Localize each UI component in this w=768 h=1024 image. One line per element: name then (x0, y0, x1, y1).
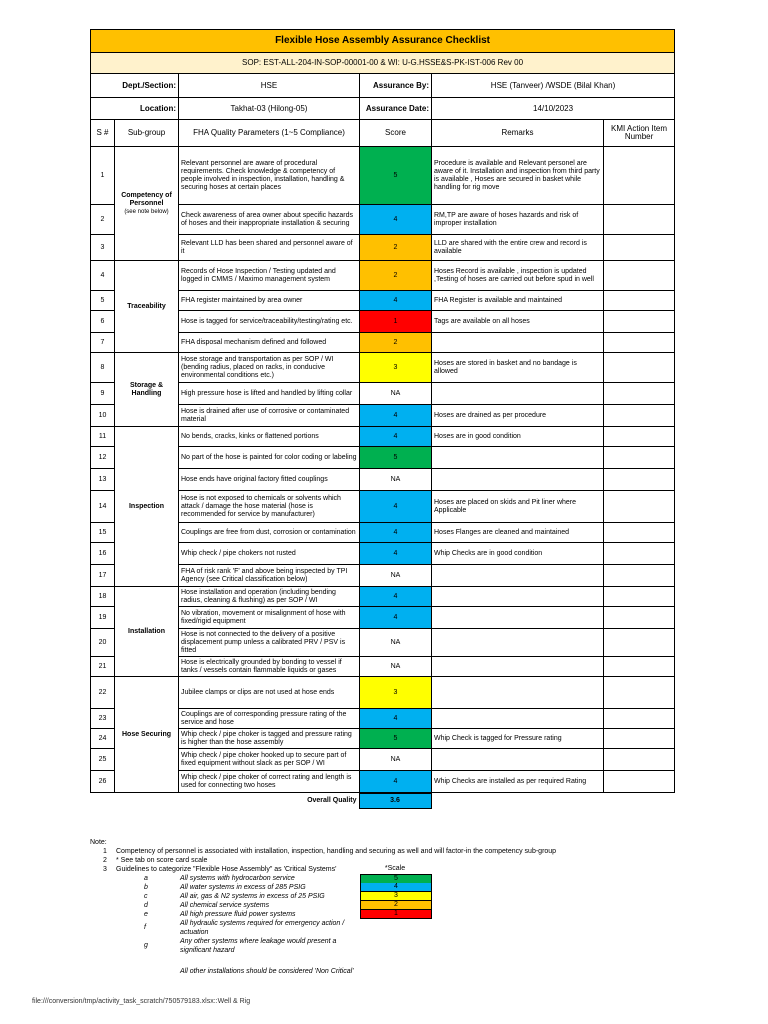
score-cell: 4 (360, 587, 432, 607)
checklist-table (90, 29, 675, 793)
checklist-row (91, 235, 675, 261)
kmi-action-cell (604, 405, 675, 427)
row-number: 14 (91, 491, 115, 523)
checklist-row (91, 491, 675, 523)
checklist-row (91, 261, 675, 291)
remarks-cell: LLD are shared with the entire crew and record is available (432, 235, 604, 261)
subgroup-inspection (115, 427, 179, 587)
col-score: Score (360, 120, 432, 147)
subgroup-installation (115, 587, 179, 677)
remarks-cell: RM,TP are aware of hoses hazards and risk of improper installation (432, 205, 604, 235)
guideline-item (90, 874, 690, 883)
kmi-action-cell (604, 311, 675, 333)
note-number: 2 (103, 857, 107, 864)
subgroup-label: Traceability (127, 302, 166, 310)
guideline-text: All hydraulic systems required for emergency action / actuation (180, 920, 345, 936)
subgroup-traceability (115, 261, 179, 353)
row-number: 4 (91, 261, 115, 291)
quality-parameter: Hose storage and transportation as per SOP / WI (bending radius, placed on racks, in conducive environmental conditions etc.) (179, 353, 360, 383)
score-cell: NA (360, 657, 432, 677)
kmi-action-cell (604, 291, 675, 311)
guideline-letter: d (144, 902, 148, 909)
assurance-by-label: Assurance By: (360, 74, 432, 98)
remarks-cell (432, 565, 604, 587)
guideline-item (90, 937, 690, 955)
guideline-letter: f (144, 924, 146, 931)
quality-parameter: Whip check / pipe choker is tagged and pressure rating is higher than the hose assembly (179, 729, 360, 749)
quality-parameter: Hose installation and operation (including bending radius, cleaning & flushing) as per SOP / WI (179, 587, 360, 607)
score-cell: 4 (360, 709, 432, 729)
checklist-row (91, 677, 675, 709)
checklist-row (91, 657, 675, 677)
subgroup-label: Installation (128, 627, 165, 635)
checklist-row (91, 749, 675, 771)
remarks-cell (432, 333, 604, 353)
final-note: All other installations should be considered 'Non Critical' (180, 968, 354, 975)
checklist-row (91, 543, 675, 565)
assurance-by-value: HSE (Tanveer) /WSDE (Bilal Khan) (432, 74, 675, 98)
row-number: 6 (91, 311, 115, 333)
checklist-row (91, 353, 675, 383)
location-label: Location: (91, 98, 179, 120)
row-number: 23 (91, 709, 115, 729)
subgroup-label: Inspection (128, 502, 164, 510)
guideline-letter: b (144, 884, 148, 891)
overall-quality-table (90, 793, 674, 809)
subgroup-label: Competency of Personnel (121, 191, 172, 207)
guideline-letter: a (144, 875, 148, 882)
kmi-action-cell (604, 565, 675, 587)
kmi-action-cell (604, 147, 675, 205)
sheet-title: Flexible Hose Assembly Assurance Checklist (91, 30, 675, 53)
checklist-row (91, 709, 675, 729)
kmi-action-cell (604, 205, 675, 235)
remarks-cell (432, 469, 604, 491)
score-cell: 4 (360, 523, 432, 543)
score-cell: NA (360, 565, 432, 587)
score-cell: 5 (360, 729, 432, 749)
guideline-text: All air, gas & N2 systems in excess of 25 PSIG (180, 893, 325, 900)
row-number: 26 (91, 771, 115, 793)
quality-parameter: FHA disposal mechanism defined and followed (179, 333, 360, 353)
row-number: 8 (91, 353, 115, 383)
quality-parameter: Hose is drained after use of corrosive or contaminated material (179, 405, 360, 427)
checklist-row (91, 587, 675, 607)
remarks-cell: Tags are available on all hoses (432, 311, 604, 333)
notes-section (90, 838, 690, 976)
row-number: 21 (91, 657, 115, 677)
score-cell: 5 (360, 147, 432, 205)
checklist-row (91, 729, 675, 749)
score-cell: 3 (360, 677, 432, 709)
remarks-cell: Whip Checks are in good condition (432, 543, 604, 565)
remarks-cell (432, 629, 604, 657)
quality-parameter: Hose is electrically grounded by bonding to vessel if tanks / vessels contain flammable liquids or gases (179, 657, 360, 677)
quality-parameter: Whip check / pipe chokers not rusted (179, 543, 360, 565)
guideline-letter: e (144, 911, 148, 918)
column-header-row (91, 120, 675, 147)
quality-parameter: No vibration, movement or misalignment of hose with fixed/rigid equipment (179, 607, 360, 629)
subgroup-storage (115, 353, 179, 427)
subgroup-competency (115, 147, 179, 261)
guideline-text: All high pressure fluid power systems (180, 911, 296, 918)
checklist-row (91, 447, 675, 469)
score-cell: 2 (360, 261, 432, 291)
kmi-action-cell (604, 607, 675, 629)
score-cell: 4 (360, 291, 432, 311)
quality-parameter: Jubilee clamps or clips are not used at hose ends (179, 677, 360, 709)
kmi-action-cell (604, 677, 675, 709)
kmi-action-cell (604, 587, 675, 607)
quality-parameter: Whip check / pipe choker hooked up to secure part of fixed equipment without slack as per SOP / WI (179, 749, 360, 771)
kmi-action-cell (604, 353, 675, 383)
checklist-row (91, 523, 675, 543)
quality-parameter: FHA of risk rank 'F' and above being inspected by TPI Agency (see Critical classification below) (179, 565, 360, 587)
quality-parameter: Couplings are of corresponding pressure rating of the service and hose (179, 709, 360, 729)
quality-parameter: No part of the hose is painted for color coding or labeling (179, 447, 360, 469)
kmi-action-cell (604, 523, 675, 543)
note-text: * See tab on score card scale (116, 857, 208, 864)
guideline-item (90, 883, 690, 892)
remarks-cell: Whip Checks are installed as per required Rating (432, 771, 604, 793)
quality-parameter: Hose is not connected to the delivery of a positive displacement pump unless a calibrated PRV / PSV is fitted (179, 629, 360, 657)
kmi-action-cell (604, 729, 675, 749)
remarks-cell (432, 677, 604, 709)
assurance-date-label: Assurance Date: (360, 98, 432, 120)
guideline-item (90, 892, 690, 901)
kmi-action-cell (604, 491, 675, 523)
remarks-cell (432, 709, 604, 729)
score-cell: 3 (360, 353, 432, 383)
scale-swatch: 2 (360, 901, 432, 910)
quality-parameter: Hose ends have original factory fitted couplings (179, 469, 360, 491)
remarks-cell: Hoses Flanges are cleaned and maintained (432, 523, 604, 543)
row-number: 3 (91, 235, 115, 261)
checklist-row (91, 147, 675, 205)
quality-parameter: Relevant LLD has been shared and personnel aware of it (179, 235, 360, 261)
row-number: 9 (91, 383, 115, 405)
scale-swatch: 1 (360, 910, 432, 919)
col-remarks: Remarks (432, 120, 604, 147)
guideline-text: All systems with hydrocarbon service (180, 875, 295, 882)
checklist-row (91, 469, 675, 491)
row-number: 19 (91, 607, 115, 629)
score-cell: NA (360, 749, 432, 771)
note-number: 3 (103, 866, 107, 873)
quality-parameter: High pressure hose is lifted and handled by lifting collar (179, 383, 360, 405)
kmi-action-cell (604, 447, 675, 469)
guideline-text: All chemical service systems (180, 902, 270, 909)
guideline-text: Any other systems where leakage would present a significant hazard (180, 938, 337, 954)
checklist-row (91, 771, 675, 793)
checklist-row (91, 205, 675, 235)
score-cell: 4 (360, 205, 432, 235)
remarks-cell (432, 749, 604, 771)
subgroup-note: (see note below) (124, 208, 169, 215)
remarks-cell (432, 657, 604, 677)
score-cell: 4 (360, 427, 432, 447)
dept-value: HSE (179, 74, 360, 98)
score-cell: NA (360, 469, 432, 491)
remarks-cell: FHA Register is available and maintained (432, 291, 604, 311)
subgroup-securing (115, 677, 179, 793)
quality-parameter: Relevant personnel are aware of procedural requirements. Check knowledge & competency of people involved in inspection, installation, handling & securing hoses at certain places (179, 147, 360, 205)
checklist-row (91, 427, 675, 447)
remarks-cell (432, 447, 604, 469)
quality-parameter: No bends, cracks, kinks or flattened portions (179, 427, 360, 447)
assurance-date-value: 14/10/2023 (432, 98, 675, 120)
kmi-action-cell (604, 629, 675, 657)
overall-quality-value: 3.6 (359, 794, 431, 809)
kmi-action-cell (604, 333, 675, 353)
guideline-text: All water systems in excess of 285 PSIG (180, 884, 306, 891)
remarks-cell: Hoses are stored in basket and no bandage is allowed (432, 353, 604, 383)
score-cell: 4 (360, 405, 432, 427)
note-text: Competency of personnel is associated with installation, inspection, handling and securing as well and will factor-in the competency sub-group (116, 848, 557, 855)
score-cell: NA (360, 383, 432, 405)
checklist-row (91, 291, 675, 311)
subgroup-label: Storage & Handling (129, 381, 164, 397)
score-cell: 5 (360, 447, 432, 469)
guideline-item (90, 910, 690, 919)
col-parameters: FHA Quality Parameters (1~5 Compliance) (179, 120, 360, 147)
row-number: 18 (91, 587, 115, 607)
quality-parameter: Hose is tagged for service/traceability/testing/rating etc. (179, 311, 360, 333)
score-cell: NA (360, 629, 432, 657)
location-value: Takhat-03 (Hilong-05) (179, 98, 360, 120)
kmi-action-cell (604, 469, 675, 491)
col-subgroup: Sub-group (115, 120, 179, 147)
kmi-action-cell (604, 543, 675, 565)
row-number: 13 (91, 469, 115, 491)
checklist-row (91, 607, 675, 629)
quality-parameter: Couplings are free from dust, corrosion or contamination (179, 523, 360, 543)
remarks-cell: Hoses Record is available , inspection is updated ,Testing of hoses are carried out before spud in well (432, 261, 604, 291)
row-number: 20 (91, 629, 115, 657)
guideline-letter: g (144, 942, 148, 949)
scale-swatch: 4 (360, 883, 432, 892)
quality-parameter: Hose is not exposed to chemicals or solvents which attack / damage the hose material (hose is recommended for service by manufacturer) (179, 491, 360, 523)
subgroup-label: Hose Securing (121, 730, 171, 738)
row-number: 24 (91, 729, 115, 749)
kmi-action-cell (604, 383, 675, 405)
remarks-cell: Hoses are drained as per procedure (432, 405, 604, 427)
kmi-action-cell (604, 749, 675, 771)
score-cell: 4 (360, 607, 432, 629)
row-number: 25 (91, 749, 115, 771)
note-label: Note: (90, 839, 107, 846)
score-cell: 2 (360, 235, 432, 261)
dept-label: Dept./Section: (91, 74, 179, 98)
row-number: 15 (91, 523, 115, 543)
row-number: 10 (91, 405, 115, 427)
file-path-footer: file:///conversion/tmp/activity_task_scratch/750579183.xlsx::Well & Rig (32, 998, 251, 1005)
kmi-action-cell (604, 261, 675, 291)
row-number: 1 (91, 147, 115, 205)
remarks-cell (432, 607, 604, 629)
guideline-item (90, 919, 690, 937)
row-number: 16 (91, 543, 115, 565)
kmi-action-cell (604, 427, 675, 447)
scale-swatch: 3 (360, 892, 432, 901)
overall-quality-label: Overall Quality (307, 797, 357, 804)
guideline-letter: c (144, 893, 148, 900)
kmi-action-cell (604, 235, 675, 261)
quality-parameter: Records of Hose Inspection / Testing updated and logged in CMMS / Maximo management system (179, 261, 360, 291)
checklist-row (91, 383, 675, 405)
row-number: 12 (91, 447, 115, 469)
score-cell: 1 (360, 311, 432, 333)
quality-parameter: Whip check / pipe choker of correct rating and length is used for connecting two hoses (179, 771, 360, 793)
checklist-sheet (90, 29, 674, 809)
remarks-cell: Whip Check is tagged for Pressure rating (432, 729, 604, 749)
score-cell: 4 (360, 491, 432, 523)
kmi-action-cell (604, 709, 675, 729)
score-cell: 4 (360, 543, 432, 565)
remarks-cell (432, 587, 604, 607)
checklist-row (91, 629, 675, 657)
row-number: 11 (91, 427, 115, 447)
sop-reference: SOP: EST-ALL-204-IN-SOP-00001-00 & WI: U-G.HSSE&S-PK-IST-006 Rev 00 (91, 53, 675, 74)
row-number: 2 (91, 205, 115, 235)
remarks-cell: Procedure is available and Relevant personel are aware of it. Installation and inspection from third party is available , Hoses are secured in basket while handling for rig move (432, 147, 604, 205)
row-number: 22 (91, 677, 115, 709)
checklist-row (91, 405, 675, 427)
note-number: 1 (103, 848, 107, 855)
checklist-row (91, 565, 675, 587)
col-sn: S # (91, 120, 115, 147)
row-number: 7 (91, 333, 115, 353)
score-cell: 4 (360, 771, 432, 793)
col-kmi: KMI Action Item Number (604, 120, 675, 147)
score-cell: 2 (360, 333, 432, 353)
row-number: 17 (91, 565, 115, 587)
kmi-action-cell (604, 657, 675, 677)
remarks-cell: Hoses are placed on skids and Pit liner where Applicable (432, 491, 604, 523)
checklist-row (91, 333, 675, 353)
kmi-action-cell (604, 771, 675, 793)
quality-parameter: Check awareness of area owner about specific hazards of hoses and their inappropriate installation & securing (179, 205, 360, 235)
guideline-item (90, 901, 690, 910)
scale-label: *Scale (384, 865, 406, 872)
quality-parameter: FHA register maintained by area owner (179, 291, 360, 311)
note-text: Guidelines to categorize "Flexible Hose Assembly" as 'Critical Systems' (116, 866, 337, 873)
checklist-row (91, 311, 675, 333)
scale-swatch: 5 (360, 874, 432, 884)
remarks-cell: Hoses are in good condition (432, 427, 604, 447)
row-number: 5 (91, 291, 115, 311)
remarks-cell (432, 383, 604, 405)
